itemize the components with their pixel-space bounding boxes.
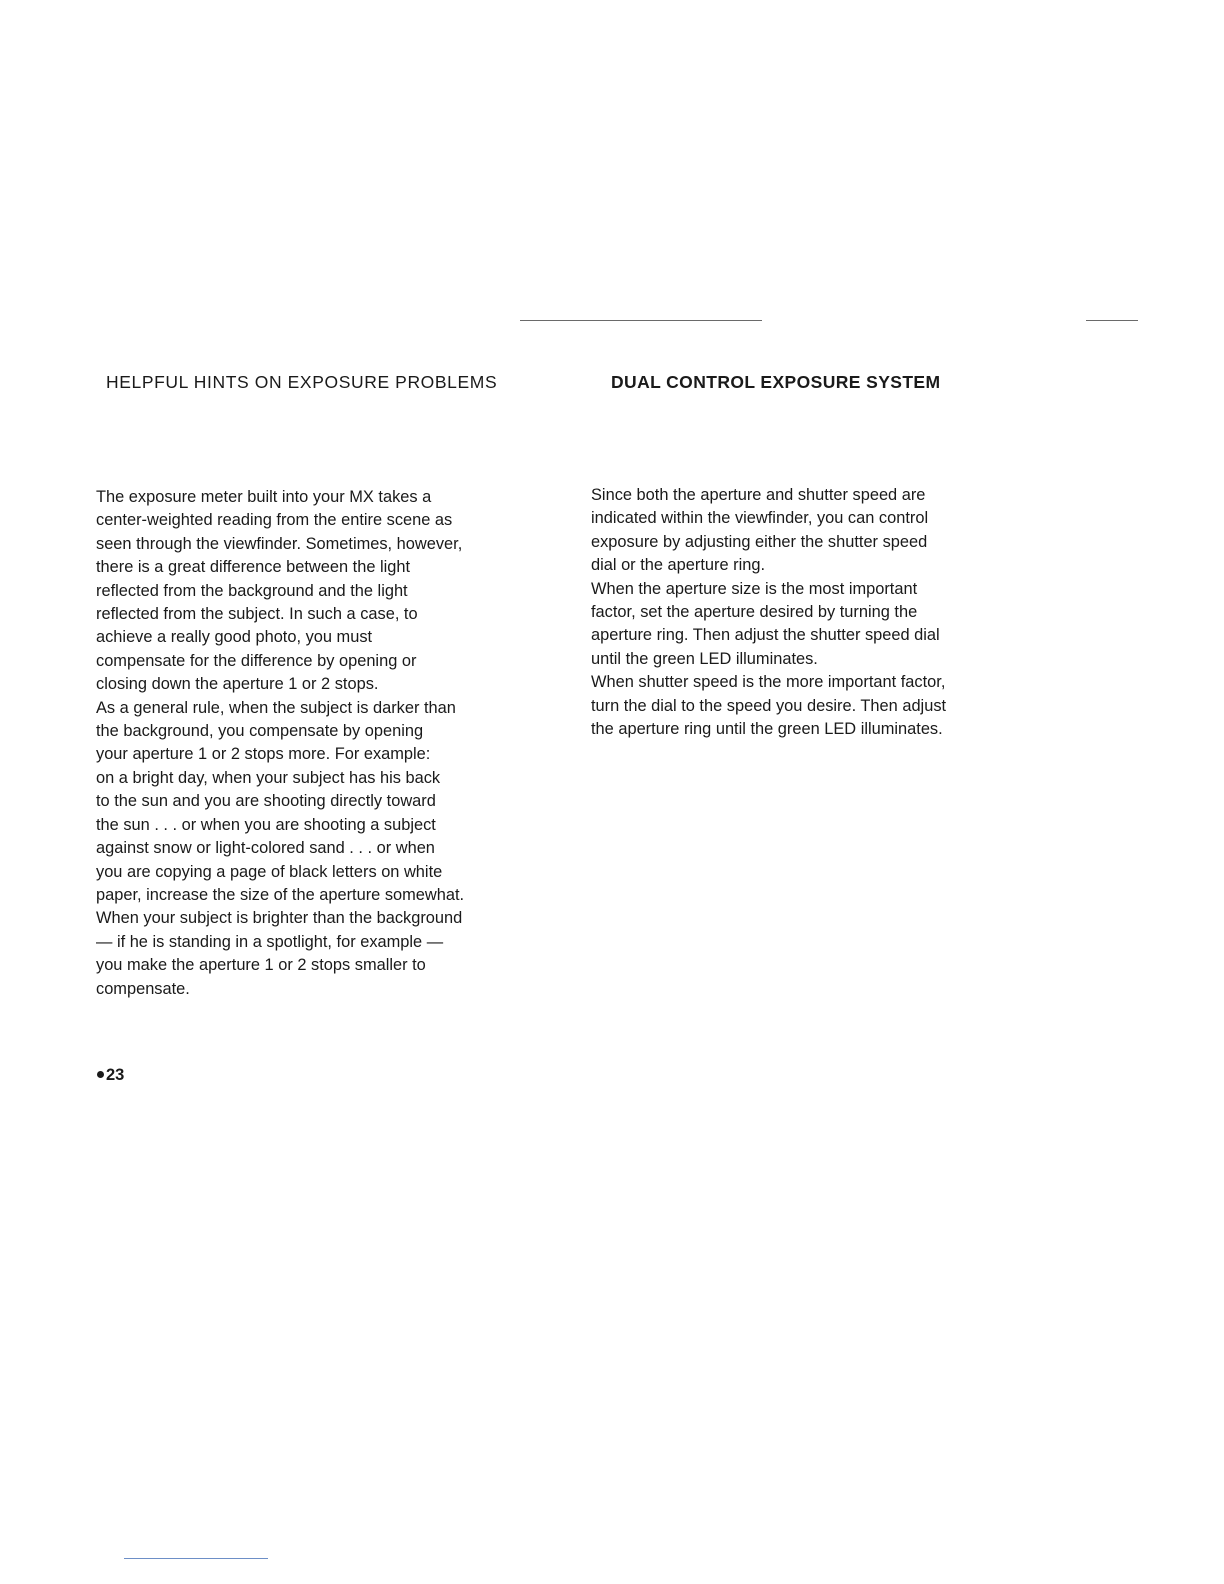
page-number-value: 23 — [106, 1066, 125, 1084]
text-line: As a general rule, when the subject is darker than — [96, 698, 456, 717]
text-line: reflected from the subject. In such a case, to — [96, 605, 418, 624]
text-line: reflected from the background and the light — [96, 581, 408, 600]
text-line: The exposure meter built into your MX takes a — [96, 488, 432, 506]
text-line: When the aperture size is the most important — [591, 579, 918, 598]
text-line: compensate. — [96, 979, 190, 998]
heading-dual-control: DUAL CONTROL EXPOSURE SYSTEM — [611, 372, 941, 392]
text-line: you are copying a page of black letters on white — [96, 862, 443, 881]
text-line: turn the dial to the speed you desire. Then adjust — [591, 696, 947, 715]
left-column-text — [96, 486, 576, 1001]
text-line: seen through the viewfinder. Sometimes, however, — [96, 534, 463, 553]
text-line: to the sun and you are shooting directly toward — [96, 792, 436, 811]
text-line: paper, increase the size of the aperture somewhat. — [96, 885, 465, 904]
text-line: dial or the aperture ring. — [591, 556, 766, 575]
heading-helpful-hints: HELPFUL HINTS ON EXPOSURE PROBLEMS — [106, 372, 498, 392]
page-number — [97, 1066, 124, 1085]
text-line: When your subject is brighter than the background — [96, 909, 463, 928]
text-line: you make the aperture 1 or 2 stops smaller to — [96, 956, 426, 975]
text-line: indicated within the viewfinder, you can control — [591, 509, 929, 528]
text-line: there is a great difference between the light — [96, 558, 411, 577]
text-line: achieve a really good photo, you must — [96, 628, 373, 647]
top-rule-left — [520, 320, 762, 321]
text-line: your aperture 1 or 2 stops more. For example: — [96, 745, 431, 764]
text-line: closing down the aperture 1 or 2 stops. — [96, 675, 379, 694]
text-line: against snow or light-colored sand . . . or when — [96, 839, 435, 858]
text-line: — if he is standing in a spotlight, for example — — [96, 932, 444, 951]
text-line: the sun . . . or when you are shooting a subject — [96, 815, 436, 834]
top-rule-right — [1086, 320, 1138, 321]
text-line: compensate for the difference by opening or — [96, 651, 417, 670]
bottom-rule — [124, 1558, 268, 1559]
text-line: the aperture ring until the green LED illuminates. — [591, 720, 943, 739]
right-column-text — [591, 484, 1061, 741]
text-line: factor, set the aperture desired by turning the — [591, 603, 918, 622]
bullet-icon — [97, 1071, 104, 1078]
text-line: Since both the aperture and shutter speed are — [591, 486, 926, 504]
text-line: aperture ring. Then adjust the shutter speed dial — [591, 626, 940, 645]
text-line: on a bright day, when your subject has his back — [96, 768, 441, 787]
text-line: When shutter speed is the more important factor, — [591, 673, 946, 692]
text-line: center-weighted reading from the entire scene as — [96, 511, 453, 530]
text-line: the background, you compensate by opening — [96, 722, 424, 741]
text-line: until the green LED illuminates. — [591, 649, 818, 668]
text-line: exposure by adjusting either the shutter speed — [591, 532, 928, 551]
